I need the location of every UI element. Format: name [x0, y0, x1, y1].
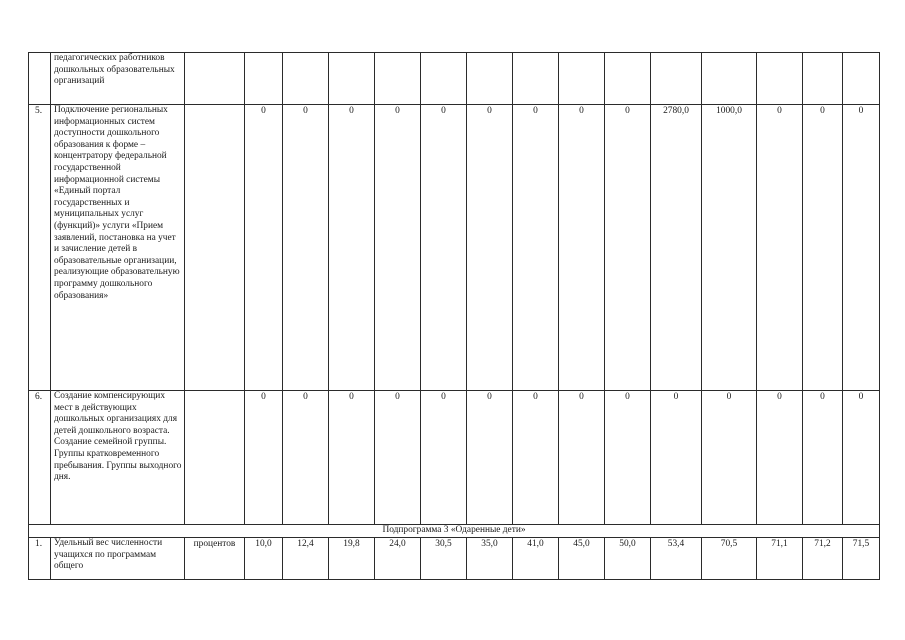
unit-cell: процентов	[185, 538, 245, 580]
value-cell: 35,0	[467, 538, 513, 580]
value-cell: 71,2	[803, 538, 843, 580]
value-cell	[283, 53, 329, 105]
value-cell: 0	[513, 105, 559, 391]
value-cell: 0	[605, 391, 651, 525]
value-cell: 0	[467, 105, 513, 391]
value-cell: 0	[421, 105, 467, 391]
value-cell: 19,8	[329, 538, 375, 580]
value-cell: 0	[375, 105, 421, 391]
value-cell: 45,0	[559, 538, 605, 580]
value-cell	[803, 53, 843, 105]
value-cell	[559, 53, 605, 105]
value-cell: 30,5	[421, 538, 467, 580]
value-cell: 0	[605, 105, 651, 391]
value-cell: 0	[421, 391, 467, 525]
value-cell: 0	[559, 105, 605, 391]
value-cell: 50,0	[605, 538, 651, 580]
indicator-name: Удельный вес численности учащихся по программам общего	[51, 538, 185, 580]
value-cell	[702, 53, 757, 105]
value-cell: 0	[559, 391, 605, 525]
value-cell: 41,0	[513, 538, 559, 580]
unit-cell	[185, 53, 245, 105]
value-cell: 0	[757, 391, 803, 525]
table-row	[29, 53, 880, 105]
value-cell: 0	[843, 105, 880, 391]
value-cell: 0	[803, 105, 843, 391]
row-index	[29, 53, 51, 105]
row-index: 5.	[29, 105, 51, 391]
value-cell: 12,4	[283, 538, 329, 580]
value-cell: 0	[283, 105, 329, 391]
value-cell: 0	[245, 105, 283, 391]
table-row	[29, 105, 880, 391]
value-cell	[651, 53, 702, 105]
row-index: 1.	[29, 538, 51, 580]
subprogram-title: Подпрограмма 3 «Одаренные дети»	[29, 525, 880, 538]
value-cell: 71,5	[843, 538, 880, 580]
value-cell	[245, 53, 283, 105]
value-cell: 70,5	[702, 538, 757, 580]
value-cell: 1000,0	[702, 105, 757, 391]
value-cell: 0	[375, 391, 421, 525]
value-cell	[843, 53, 880, 105]
value-cell: 0	[702, 391, 757, 525]
value-cell: 0	[513, 391, 559, 525]
value-cell	[467, 53, 513, 105]
value-cell: 0	[283, 391, 329, 525]
table-row	[29, 391, 880, 525]
value-cell: 0	[843, 391, 880, 525]
indicator-name: педагогических работников дошкольных образовательных организаций	[51, 53, 185, 105]
value-cell: 0	[467, 391, 513, 525]
value-cell: 0	[329, 105, 375, 391]
row-index: 6.	[29, 391, 51, 525]
unit-cell	[185, 391, 245, 525]
value-cell: 53,4	[651, 538, 702, 580]
value-cell: 0	[245, 391, 283, 525]
value-cell: 2780,0	[651, 105, 702, 391]
value-cell: 0	[329, 391, 375, 525]
indicator-name: Создание компенсирующих мест в действующих дошкольных организациях для детей дошкольного возраста. Создание семейной группы. Группы кратковременного пребывания. Группы выходного дня.	[51, 391, 185, 525]
value-cell	[375, 53, 421, 105]
value-cell: 0	[651, 391, 702, 525]
value-cell: 0	[803, 391, 843, 525]
value-cell	[605, 53, 651, 105]
value-cell: 0	[757, 105, 803, 391]
value-cell: 10,0	[245, 538, 283, 580]
indicator-table	[28, 52, 880, 580]
indicator-name: Подключение региональных информационных систем доступности дошкольного образования к форме – концентратору федеральной государственной информационной системы «Единый портал государственных и муниципальных услуг (функций)» услуги «Прием заявлений, постановка на учет и зачисление детей в образовательные организации, реализующие образовательную программу дошкольного образования»	[51, 105, 185, 391]
value-cell	[329, 53, 375, 105]
value-cell	[421, 53, 467, 105]
value-cell: 71,1	[757, 538, 803, 580]
value-cell	[757, 53, 803, 105]
value-cell: 24,0	[375, 538, 421, 580]
table-row	[29, 538, 880, 580]
value-cell	[513, 53, 559, 105]
subprogram-row	[29, 525, 880, 538]
unit-cell	[185, 105, 245, 391]
